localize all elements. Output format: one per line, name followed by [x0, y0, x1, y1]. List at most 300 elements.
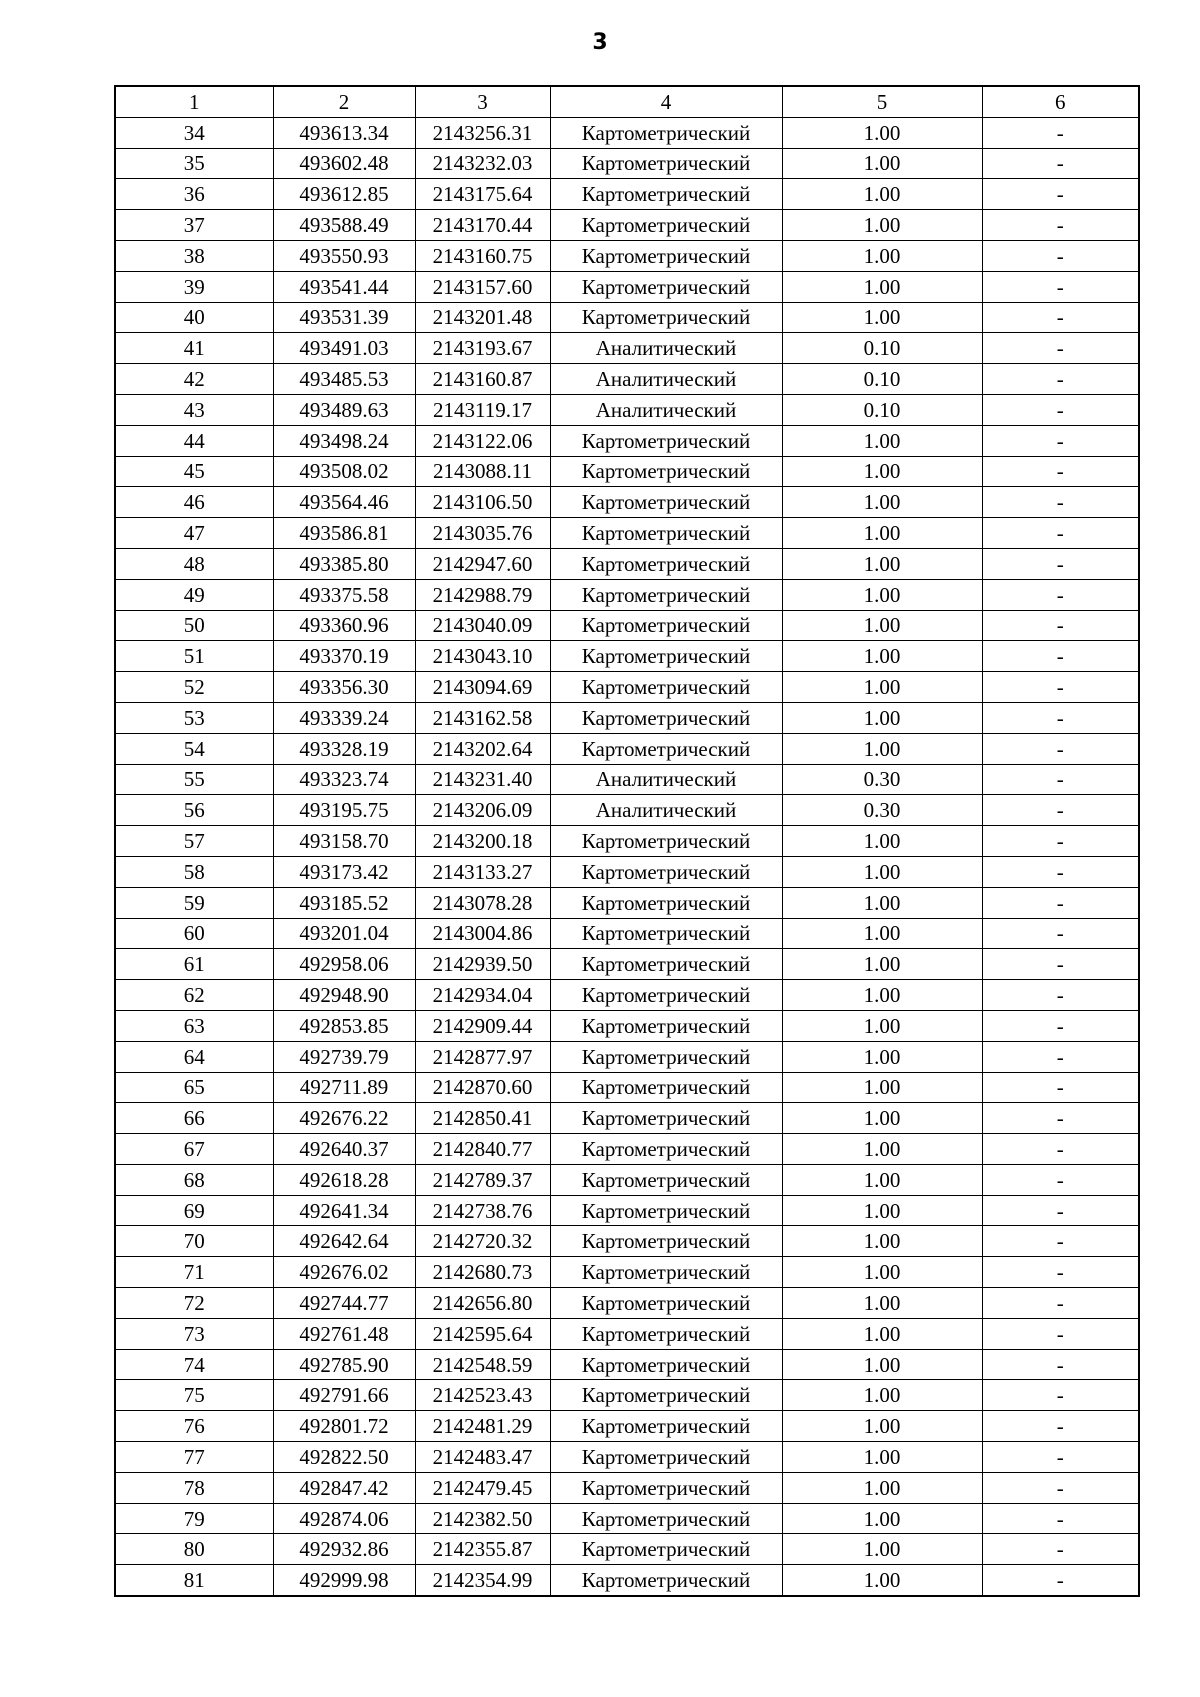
method-cell: Картометрический [550, 1195, 782, 1226]
y-coordinate-cell: 2142909.44 [415, 1010, 550, 1041]
table-row [115, 1503, 1139, 1534]
x-coordinate-cell: 492711.89 [273, 1072, 415, 1103]
x-coordinate-cell: 492640.37 [273, 1134, 415, 1165]
note-cell: - [982, 425, 1139, 456]
table-row [115, 733, 1139, 764]
x-coordinate-cell: 492932.86 [273, 1534, 415, 1565]
note-cell: - [982, 548, 1139, 579]
note-cell: - [982, 702, 1139, 733]
x-coordinate-cell: 493489.63 [273, 394, 415, 425]
column-header: 5 [782, 86, 982, 117]
point-number-cell: 65 [115, 1072, 273, 1103]
method-cell: Картометрический [550, 826, 782, 857]
table-row [115, 1134, 1139, 1165]
y-coordinate-cell: 2143231.40 [415, 764, 550, 795]
method-cell: Картометрический [550, 1010, 782, 1041]
note-cell: - [982, 980, 1139, 1011]
y-coordinate-cell: 2142481.29 [415, 1411, 550, 1442]
y-coordinate-cell: 2142523.43 [415, 1380, 550, 1411]
point-number-cell: 62 [115, 980, 273, 1011]
point-number-cell: 50 [115, 610, 273, 641]
method-cell: Картометрический [550, 579, 782, 610]
accuracy-cell: 1.00 [782, 1041, 982, 1072]
x-coordinate-cell: 492948.90 [273, 980, 415, 1011]
point-number-cell: 61 [115, 949, 273, 980]
note-cell: - [982, 1318, 1139, 1349]
y-coordinate-cell: 2143004.86 [415, 918, 550, 949]
point-number-cell: 49 [115, 579, 273, 610]
x-coordinate-cell: 493485.53 [273, 364, 415, 395]
y-coordinate-cell: 2143160.87 [415, 364, 550, 395]
table-row [115, 518, 1139, 549]
accuracy-cell: 1.00 [782, 1226, 982, 1257]
method-cell: Картометрический [550, 1380, 782, 1411]
point-number-cell: 72 [115, 1288, 273, 1319]
accuracy-cell: 1.00 [782, 610, 982, 641]
y-coordinate-cell: 2142720.32 [415, 1226, 550, 1257]
point-number-cell: 55 [115, 764, 273, 795]
y-coordinate-cell: 2143256.31 [415, 117, 550, 148]
y-coordinate-cell: 2142738.76 [415, 1195, 550, 1226]
method-cell: Картометрический [550, 1442, 782, 1473]
table-row [115, 826, 1139, 857]
x-coordinate-cell: 492618.28 [273, 1164, 415, 1195]
y-coordinate-cell: 2143035.76 [415, 518, 550, 549]
y-coordinate-cell: 2142595.64 [415, 1318, 550, 1349]
accuracy-cell: 1.00 [782, 456, 982, 487]
y-coordinate-cell: 2142483.47 [415, 1442, 550, 1473]
y-coordinate-cell: 2142789.37 [415, 1164, 550, 1195]
method-cell: Картометрический [550, 1257, 782, 1288]
point-number-cell: 64 [115, 1041, 273, 1072]
y-coordinate-cell: 2142988.79 [415, 579, 550, 610]
table-row [115, 918, 1139, 949]
method-cell: Картометрический [550, 949, 782, 980]
note-cell: - [982, 610, 1139, 641]
y-coordinate-cell: 2142479.45 [415, 1472, 550, 1503]
accuracy-cell: 1.00 [782, 1349, 982, 1380]
table-row [115, 887, 1139, 918]
x-coordinate-cell: 493173.42 [273, 856, 415, 887]
accuracy-cell: 1.00 [782, 148, 982, 179]
method-cell: Картометрический [550, 179, 782, 210]
y-coordinate-cell: 2142877.97 [415, 1041, 550, 1072]
note-cell: - [982, 1288, 1139, 1319]
table-row [115, 210, 1139, 241]
point-number-cell: 60 [115, 918, 273, 949]
note-cell: - [982, 764, 1139, 795]
x-coordinate-cell: 493328.19 [273, 733, 415, 764]
table-row [115, 240, 1139, 271]
table-row [115, 271, 1139, 302]
table-row [115, 1534, 1139, 1565]
table-row [115, 179, 1139, 210]
column-header: 3 [415, 86, 550, 117]
y-coordinate-cell: 2142840.77 [415, 1134, 550, 1165]
x-coordinate-cell: 492822.50 [273, 1442, 415, 1473]
point-number-cell: 74 [115, 1349, 273, 1380]
table-row [115, 148, 1139, 179]
point-number-cell: 71 [115, 1257, 273, 1288]
table-row [115, 1103, 1139, 1134]
accuracy-cell: 1.00 [782, 1195, 982, 1226]
note-cell: - [982, 1226, 1139, 1257]
method-cell: Картометрический [550, 1226, 782, 1257]
accuracy-cell: 0.10 [782, 394, 982, 425]
note-cell: - [982, 795, 1139, 826]
method-cell: Картометрический [550, 548, 782, 579]
point-number-cell: 75 [115, 1380, 273, 1411]
note-cell: - [982, 1442, 1139, 1473]
table-header [115, 86, 1139, 117]
point-number-cell: 81 [115, 1565, 273, 1596]
x-coordinate-cell: 492874.06 [273, 1503, 415, 1534]
method-cell: Картометрический [550, 980, 782, 1011]
method-cell: Аналитический [550, 394, 782, 425]
accuracy-cell: 1.00 [782, 487, 982, 518]
note-cell: - [982, 487, 1139, 518]
method-cell: Картометрический [550, 487, 782, 518]
method-cell: Аналитический [550, 795, 782, 826]
note-cell: - [982, 579, 1139, 610]
accuracy-cell: 1.00 [782, 1442, 982, 1473]
table-row [115, 1164, 1139, 1195]
note-cell: - [982, 1134, 1139, 1165]
table-row [115, 1072, 1139, 1103]
method-cell: Картометрический [550, 117, 782, 148]
method-cell: Аналитический [550, 333, 782, 364]
y-coordinate-cell: 2142548.59 [415, 1349, 550, 1380]
note-cell: - [982, 394, 1139, 425]
method-cell: Картометрический [550, 518, 782, 549]
point-number-cell: 70 [115, 1226, 273, 1257]
y-coordinate-cell: 2143170.44 [415, 210, 550, 241]
x-coordinate-cell: 493564.46 [273, 487, 415, 518]
y-coordinate-cell: 2143040.09 [415, 610, 550, 641]
table-row [115, 1257, 1139, 1288]
y-coordinate-cell: 2142355.87 [415, 1534, 550, 1565]
point-number-cell: 45 [115, 456, 273, 487]
note-cell: - [982, 1257, 1139, 1288]
point-number-cell: 51 [115, 641, 273, 672]
x-coordinate-cell: 493491.03 [273, 333, 415, 364]
y-coordinate-cell: 2143078.28 [415, 887, 550, 918]
x-coordinate-cell: 493613.34 [273, 117, 415, 148]
x-coordinate-cell: 493370.19 [273, 641, 415, 672]
table-row [115, 548, 1139, 579]
point-number-cell: 76 [115, 1411, 273, 1442]
x-coordinate-cell: 493339.24 [273, 702, 415, 733]
y-coordinate-cell: 2143193.67 [415, 333, 550, 364]
y-coordinate-cell: 2143106.50 [415, 487, 550, 518]
accuracy-cell: 1.00 [782, 1565, 982, 1596]
accuracy-cell: 1.00 [782, 302, 982, 333]
point-number-cell: 77 [115, 1442, 273, 1473]
y-coordinate-cell: 2142947.60 [415, 548, 550, 579]
point-number-cell: 79 [115, 1503, 273, 1534]
accuracy-cell: 1.00 [782, 826, 982, 857]
note-cell: - [982, 856, 1139, 887]
note-cell: - [982, 148, 1139, 179]
table-row [115, 949, 1139, 980]
point-number-cell: 42 [115, 364, 273, 395]
note-cell: - [982, 364, 1139, 395]
x-coordinate-cell: 492999.98 [273, 1565, 415, 1596]
accuracy-cell: 1.00 [782, 641, 982, 672]
table-row [115, 1288, 1139, 1319]
note-cell: - [982, 1503, 1139, 1534]
y-coordinate-cell: 2143119.17 [415, 394, 550, 425]
accuracy-cell: 1.00 [782, 1134, 982, 1165]
table-row [115, 1041, 1139, 1072]
point-number-cell: 46 [115, 487, 273, 518]
accuracy-cell: 1.00 [782, 1318, 982, 1349]
table-row [115, 1442, 1139, 1473]
x-coordinate-cell: 493360.96 [273, 610, 415, 641]
accuracy-cell: 1.00 [782, 518, 982, 549]
x-coordinate-cell: 493588.49 [273, 210, 415, 241]
table-row [115, 641, 1139, 672]
point-number-cell: 44 [115, 425, 273, 456]
x-coordinate-cell: 492676.22 [273, 1103, 415, 1134]
table-row [115, 702, 1139, 733]
note-cell: - [982, 1041, 1139, 1072]
x-coordinate-cell: 493356.30 [273, 672, 415, 703]
note-cell: - [982, 1164, 1139, 1195]
point-number-cell: 73 [115, 1318, 273, 1349]
accuracy-cell: 1.00 [782, 117, 982, 148]
accuracy-cell: 0.10 [782, 364, 982, 395]
method-cell: Картометрический [550, 702, 782, 733]
x-coordinate-cell: 493612.85 [273, 179, 415, 210]
table-body [115, 117, 1139, 1596]
point-number-cell: 54 [115, 733, 273, 764]
x-coordinate-cell: 493531.39 [273, 302, 415, 333]
x-coordinate-cell: 492642.64 [273, 1226, 415, 1257]
table-row [115, 1472, 1139, 1503]
note-cell: - [982, 672, 1139, 703]
table-row [115, 1318, 1139, 1349]
x-coordinate-cell: 493375.58 [273, 579, 415, 610]
point-number-cell: 67 [115, 1134, 273, 1165]
x-coordinate-cell: 493158.70 [273, 826, 415, 857]
point-number-cell: 37 [115, 210, 273, 241]
point-number-cell: 57 [115, 826, 273, 857]
point-number-cell: 48 [115, 548, 273, 579]
method-cell: Картометрический [550, 1103, 782, 1134]
coordinates-table [114, 85, 1140, 1597]
table-row [115, 117, 1139, 148]
table-row [115, 1226, 1139, 1257]
method-cell: Картометрический [550, 887, 782, 918]
note-cell: - [982, 1380, 1139, 1411]
note-cell: - [982, 949, 1139, 980]
y-coordinate-cell: 2143094.69 [415, 672, 550, 703]
table-row [115, 980, 1139, 1011]
accuracy-cell: 1.00 [782, 1503, 982, 1534]
accuracy-cell: 0.30 [782, 764, 982, 795]
method-cell: Картометрический [550, 1288, 782, 1319]
point-number-cell: 52 [115, 672, 273, 703]
method-cell: Картометрический [550, 1503, 782, 1534]
x-coordinate-cell: 493323.74 [273, 764, 415, 795]
method-cell: Картометрический [550, 856, 782, 887]
method-cell: Картометрический [550, 1041, 782, 1072]
note-cell: - [982, 826, 1139, 857]
accuracy-cell: 1.00 [782, 856, 982, 887]
point-number-cell: 78 [115, 1472, 273, 1503]
note-cell: - [982, 1195, 1139, 1226]
table-row [115, 487, 1139, 518]
y-coordinate-cell: 2143162.58 [415, 702, 550, 733]
y-coordinate-cell: 2143157.60 [415, 271, 550, 302]
table-row [115, 1380, 1139, 1411]
y-coordinate-cell: 2143160.75 [415, 240, 550, 271]
y-coordinate-cell: 2143200.18 [415, 826, 550, 857]
column-header: 4 [550, 86, 782, 117]
point-number-cell: 39 [115, 271, 273, 302]
accuracy-cell: 1.00 [782, 1257, 982, 1288]
y-coordinate-cell: 2143175.64 [415, 179, 550, 210]
accuracy-cell: 1.00 [782, 672, 982, 703]
y-coordinate-cell: 2143122.06 [415, 425, 550, 456]
accuracy-cell: 1.00 [782, 179, 982, 210]
x-coordinate-cell: 492744.77 [273, 1288, 415, 1319]
y-coordinate-cell: 2143206.09 [415, 795, 550, 826]
method-cell: Картометрический [550, 672, 782, 703]
x-coordinate-cell: 493498.24 [273, 425, 415, 456]
table-row [115, 425, 1139, 456]
method-cell: Картометрический [550, 610, 782, 641]
note-cell: - [982, 210, 1139, 241]
method-cell: Картометрический [550, 1164, 782, 1195]
point-number-cell: 58 [115, 856, 273, 887]
note-cell: - [982, 1411, 1139, 1442]
accuracy-cell: 1.00 [782, 1072, 982, 1103]
table-row [115, 1010, 1139, 1041]
method-cell: Картометрический [550, 210, 782, 241]
y-coordinate-cell: 2142354.99 [415, 1565, 550, 1596]
accuracy-cell: 1.00 [782, 1164, 982, 1195]
method-cell: Картометрический [550, 641, 782, 672]
x-coordinate-cell: 492958.06 [273, 949, 415, 980]
method-cell: Картометрический [550, 271, 782, 302]
method-cell: Картометрический [550, 425, 782, 456]
x-coordinate-cell: 492785.90 [273, 1349, 415, 1380]
accuracy-cell: 1.00 [782, 949, 982, 980]
y-coordinate-cell: 2142870.60 [415, 1072, 550, 1103]
y-coordinate-cell: 2142939.50 [415, 949, 550, 980]
note-cell: - [982, 117, 1139, 148]
method-cell: Картометрический [550, 733, 782, 764]
y-coordinate-cell: 2143088.11 [415, 456, 550, 487]
y-coordinate-cell: 2143232.03 [415, 148, 550, 179]
method-cell: Картометрический [550, 1349, 782, 1380]
method-cell: Картометрический [550, 918, 782, 949]
point-number-cell: 41 [115, 333, 273, 364]
note-cell: - [982, 1472, 1139, 1503]
method-cell: Аналитический [550, 764, 782, 795]
accuracy-cell: 0.30 [782, 795, 982, 826]
note-cell: - [982, 333, 1139, 364]
y-coordinate-cell: 2142680.73 [415, 1257, 550, 1288]
x-coordinate-cell: 493195.75 [273, 795, 415, 826]
table-row [115, 579, 1139, 610]
point-number-cell: 40 [115, 302, 273, 333]
note-cell: - [982, 1534, 1139, 1565]
accuracy-cell: 1.00 [782, 980, 982, 1011]
table-row [115, 1349, 1139, 1380]
y-coordinate-cell: 2143043.10 [415, 641, 550, 672]
point-number-cell: 47 [115, 518, 273, 549]
accuracy-cell: 1.00 [782, 1380, 982, 1411]
method-cell: Картометрический [550, 1134, 782, 1165]
y-coordinate-cell: 2142850.41 [415, 1103, 550, 1134]
accuracy-cell: 1.00 [782, 887, 982, 918]
point-number-cell: 36 [115, 179, 273, 210]
note-cell: - [982, 1072, 1139, 1103]
table-row [115, 1411, 1139, 1442]
point-number-cell: 69 [115, 1195, 273, 1226]
method-cell: Картометрический [550, 1534, 782, 1565]
x-coordinate-cell: 493201.04 [273, 918, 415, 949]
x-coordinate-cell: 492676.02 [273, 1257, 415, 1288]
column-header: 1 [115, 86, 273, 117]
y-coordinate-cell: 2143133.27 [415, 856, 550, 887]
point-number-cell: 53 [115, 702, 273, 733]
method-cell: Картометрический [550, 1411, 782, 1442]
x-coordinate-cell: 492853.85 [273, 1010, 415, 1041]
method-cell: Аналитический [550, 364, 782, 395]
accuracy-cell: 1.00 [782, 1103, 982, 1134]
point-number-cell: 43 [115, 394, 273, 425]
accuracy-cell: 1.00 [782, 271, 982, 302]
note-cell: - [982, 1349, 1139, 1380]
x-coordinate-cell: 493586.81 [273, 518, 415, 549]
x-coordinate-cell: 492761.48 [273, 1318, 415, 1349]
table-row [115, 456, 1139, 487]
x-coordinate-cell: 493385.80 [273, 548, 415, 579]
y-coordinate-cell: 2143201.48 [415, 302, 550, 333]
accuracy-cell: 1.00 [782, 425, 982, 456]
method-cell: Картометрический [550, 1472, 782, 1503]
y-coordinate-cell: 2142382.50 [415, 1503, 550, 1534]
note-cell: - [982, 641, 1139, 672]
accuracy-cell: 1.00 [782, 548, 982, 579]
point-number-cell: 63 [115, 1010, 273, 1041]
accuracy-cell: 1.00 [782, 918, 982, 949]
method-cell: Картометрический [550, 148, 782, 179]
point-number-cell: 68 [115, 1164, 273, 1195]
method-cell: Картометрический [550, 1318, 782, 1349]
table-row [115, 302, 1139, 333]
table-row [115, 1565, 1139, 1596]
table-row [115, 795, 1139, 826]
note-cell: - [982, 1103, 1139, 1134]
accuracy-cell: 1.00 [782, 210, 982, 241]
table-row [115, 1195, 1139, 1226]
note-cell: - [982, 456, 1139, 487]
method-cell: Картометрический [550, 1072, 782, 1103]
x-coordinate-cell: 493602.48 [273, 148, 415, 179]
accuracy-cell: 1.00 [782, 579, 982, 610]
x-coordinate-cell: 493185.52 [273, 887, 415, 918]
table-row [115, 364, 1139, 395]
method-cell: Картометрический [550, 240, 782, 271]
accuracy-cell: 1.00 [782, 240, 982, 271]
accuracy-cell: 1.00 [782, 1010, 982, 1041]
point-number-cell: 34 [115, 117, 273, 148]
